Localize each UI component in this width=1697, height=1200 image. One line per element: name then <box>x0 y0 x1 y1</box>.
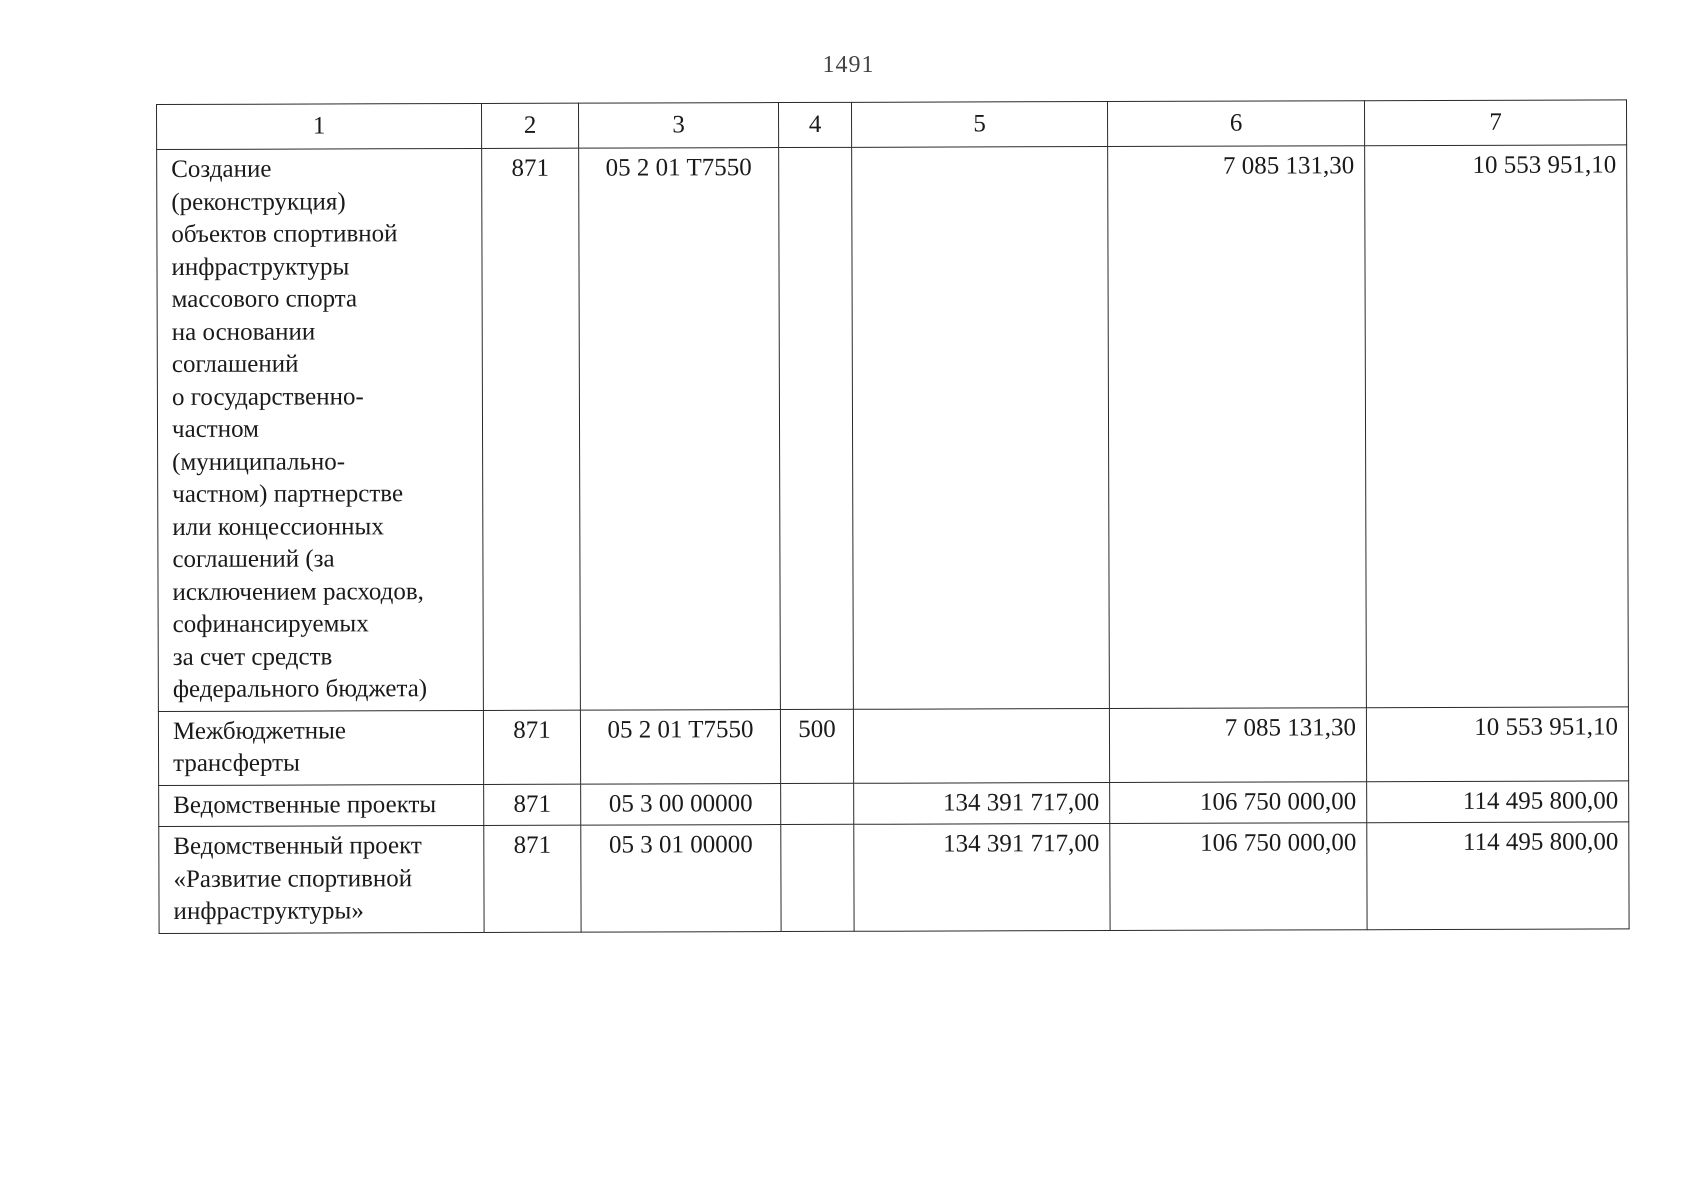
table-row <box>159 822 1629 933</box>
page-number: 1491 <box>822 52 875 78</box>
row-code-cell: 871 <box>484 784 581 826</box>
row-name-line: трансферты <box>173 749 300 777</box>
row-name-line: инфраструктуры <box>171 252 350 281</box>
row-amount-6-cell: 7 085 131,30 <box>1109 707 1366 782</box>
row-amount-6-cell: 106 750 000,00 <box>1110 823 1367 930</box>
column-header-4: 4 <box>778 102 851 147</box>
column-header-5: 5 <box>851 102 1107 148</box>
header-row <box>157 100 1627 150</box>
column-header-6: 6 <box>1107 101 1364 147</box>
row-expense-type-cell <box>779 147 854 709</box>
row-name-line: Ведомственный проект <box>173 832 422 860</box>
row-target-article-cell: 05 3 01 00000 <box>581 825 781 932</box>
row-amount-5-cell <box>853 708 1109 783</box>
row-name-line: инфраструктуры» <box>173 897 364 925</box>
table-row <box>158 706 1628 785</box>
row-name-cell <box>157 148 484 711</box>
row-name-cell <box>159 825 484 933</box>
column-header-3: 3 <box>578 103 778 149</box>
row-amount-5-cell: 134 391 717,00 <box>854 824 1110 931</box>
row-name-line: федерального бюджета) <box>172 675 428 703</box>
row-amount-6-cell: 106 750 000,00 <box>1110 781 1367 823</box>
row-name-line: (муниципально- <box>172 447 346 476</box>
row-expense-type-cell <box>781 783 854 825</box>
row-name-line: софинансируемых <box>172 610 369 638</box>
row-target-article-cell: 05 3 00 00000 <box>581 783 781 825</box>
row-name-line: соглашений (за <box>172 545 335 573</box>
row-name-cell <box>158 710 483 785</box>
row-expense-type-cell: 500 <box>780 709 853 783</box>
row-amount-7-cell: 114 495 800,00 <box>1367 780 1629 822</box>
column-header-2: 2 <box>481 103 578 148</box>
table-row <box>157 145 1629 711</box>
row-name-line: Ведомственные проекты <box>173 790 437 819</box>
row-name-line: «Развитие спортивной <box>173 864 413 893</box>
row-name-line: о государственно- <box>171 382 364 411</box>
column-header-1: 1 <box>157 103 482 149</box>
row-expense-type-cell <box>781 824 854 931</box>
row-name-line: на основании <box>171 318 316 346</box>
column-header-7: 7 <box>1364 100 1626 146</box>
row-name-line: соглашений <box>171 350 299 378</box>
row-code-cell: 871 <box>483 710 580 784</box>
row-name-line: массового спорта <box>171 285 358 313</box>
row-amount-7-cell: 10 553 951,10 <box>1365 145 1629 707</box>
row-name-line: или концессионных <box>172 512 384 541</box>
row-name-line: частном) партнерстве <box>172 480 404 508</box>
budget-table <box>156 99 1630 933</box>
row-code-cell: 871 <box>482 148 581 710</box>
row-code-cell: 871 <box>484 825 581 932</box>
row-amount-6-cell: 7 085 131,30 <box>1108 146 1367 708</box>
row-name-line: Создание <box>171 155 272 183</box>
table-row <box>159 780 1629 826</box>
row-amount-5-cell <box>852 147 1110 709</box>
row-name-line: частном <box>171 415 259 443</box>
row-name-line: за счет средств <box>172 642 333 671</box>
row-name-line: объектов спортивной <box>171 220 398 248</box>
row-amount-7-cell: 10 553 951,10 <box>1366 706 1628 781</box>
row-name-line: Межбюджетные <box>172 716 347 745</box>
row-name-line: (реконструкция) <box>171 187 346 216</box>
row-name-cell <box>159 784 484 827</box>
row-target-article-cell: 05 2 01 T7550 <box>580 709 780 784</box>
row-name-line: исключением расходов, <box>172 577 424 606</box>
row-target-article-cell: 05 2 01 T7550 <box>579 148 781 710</box>
row-amount-7-cell: 114 495 800,00 <box>1367 822 1629 929</box>
row-amount-5-cell: 134 391 717,00 <box>854 782 1110 824</box>
